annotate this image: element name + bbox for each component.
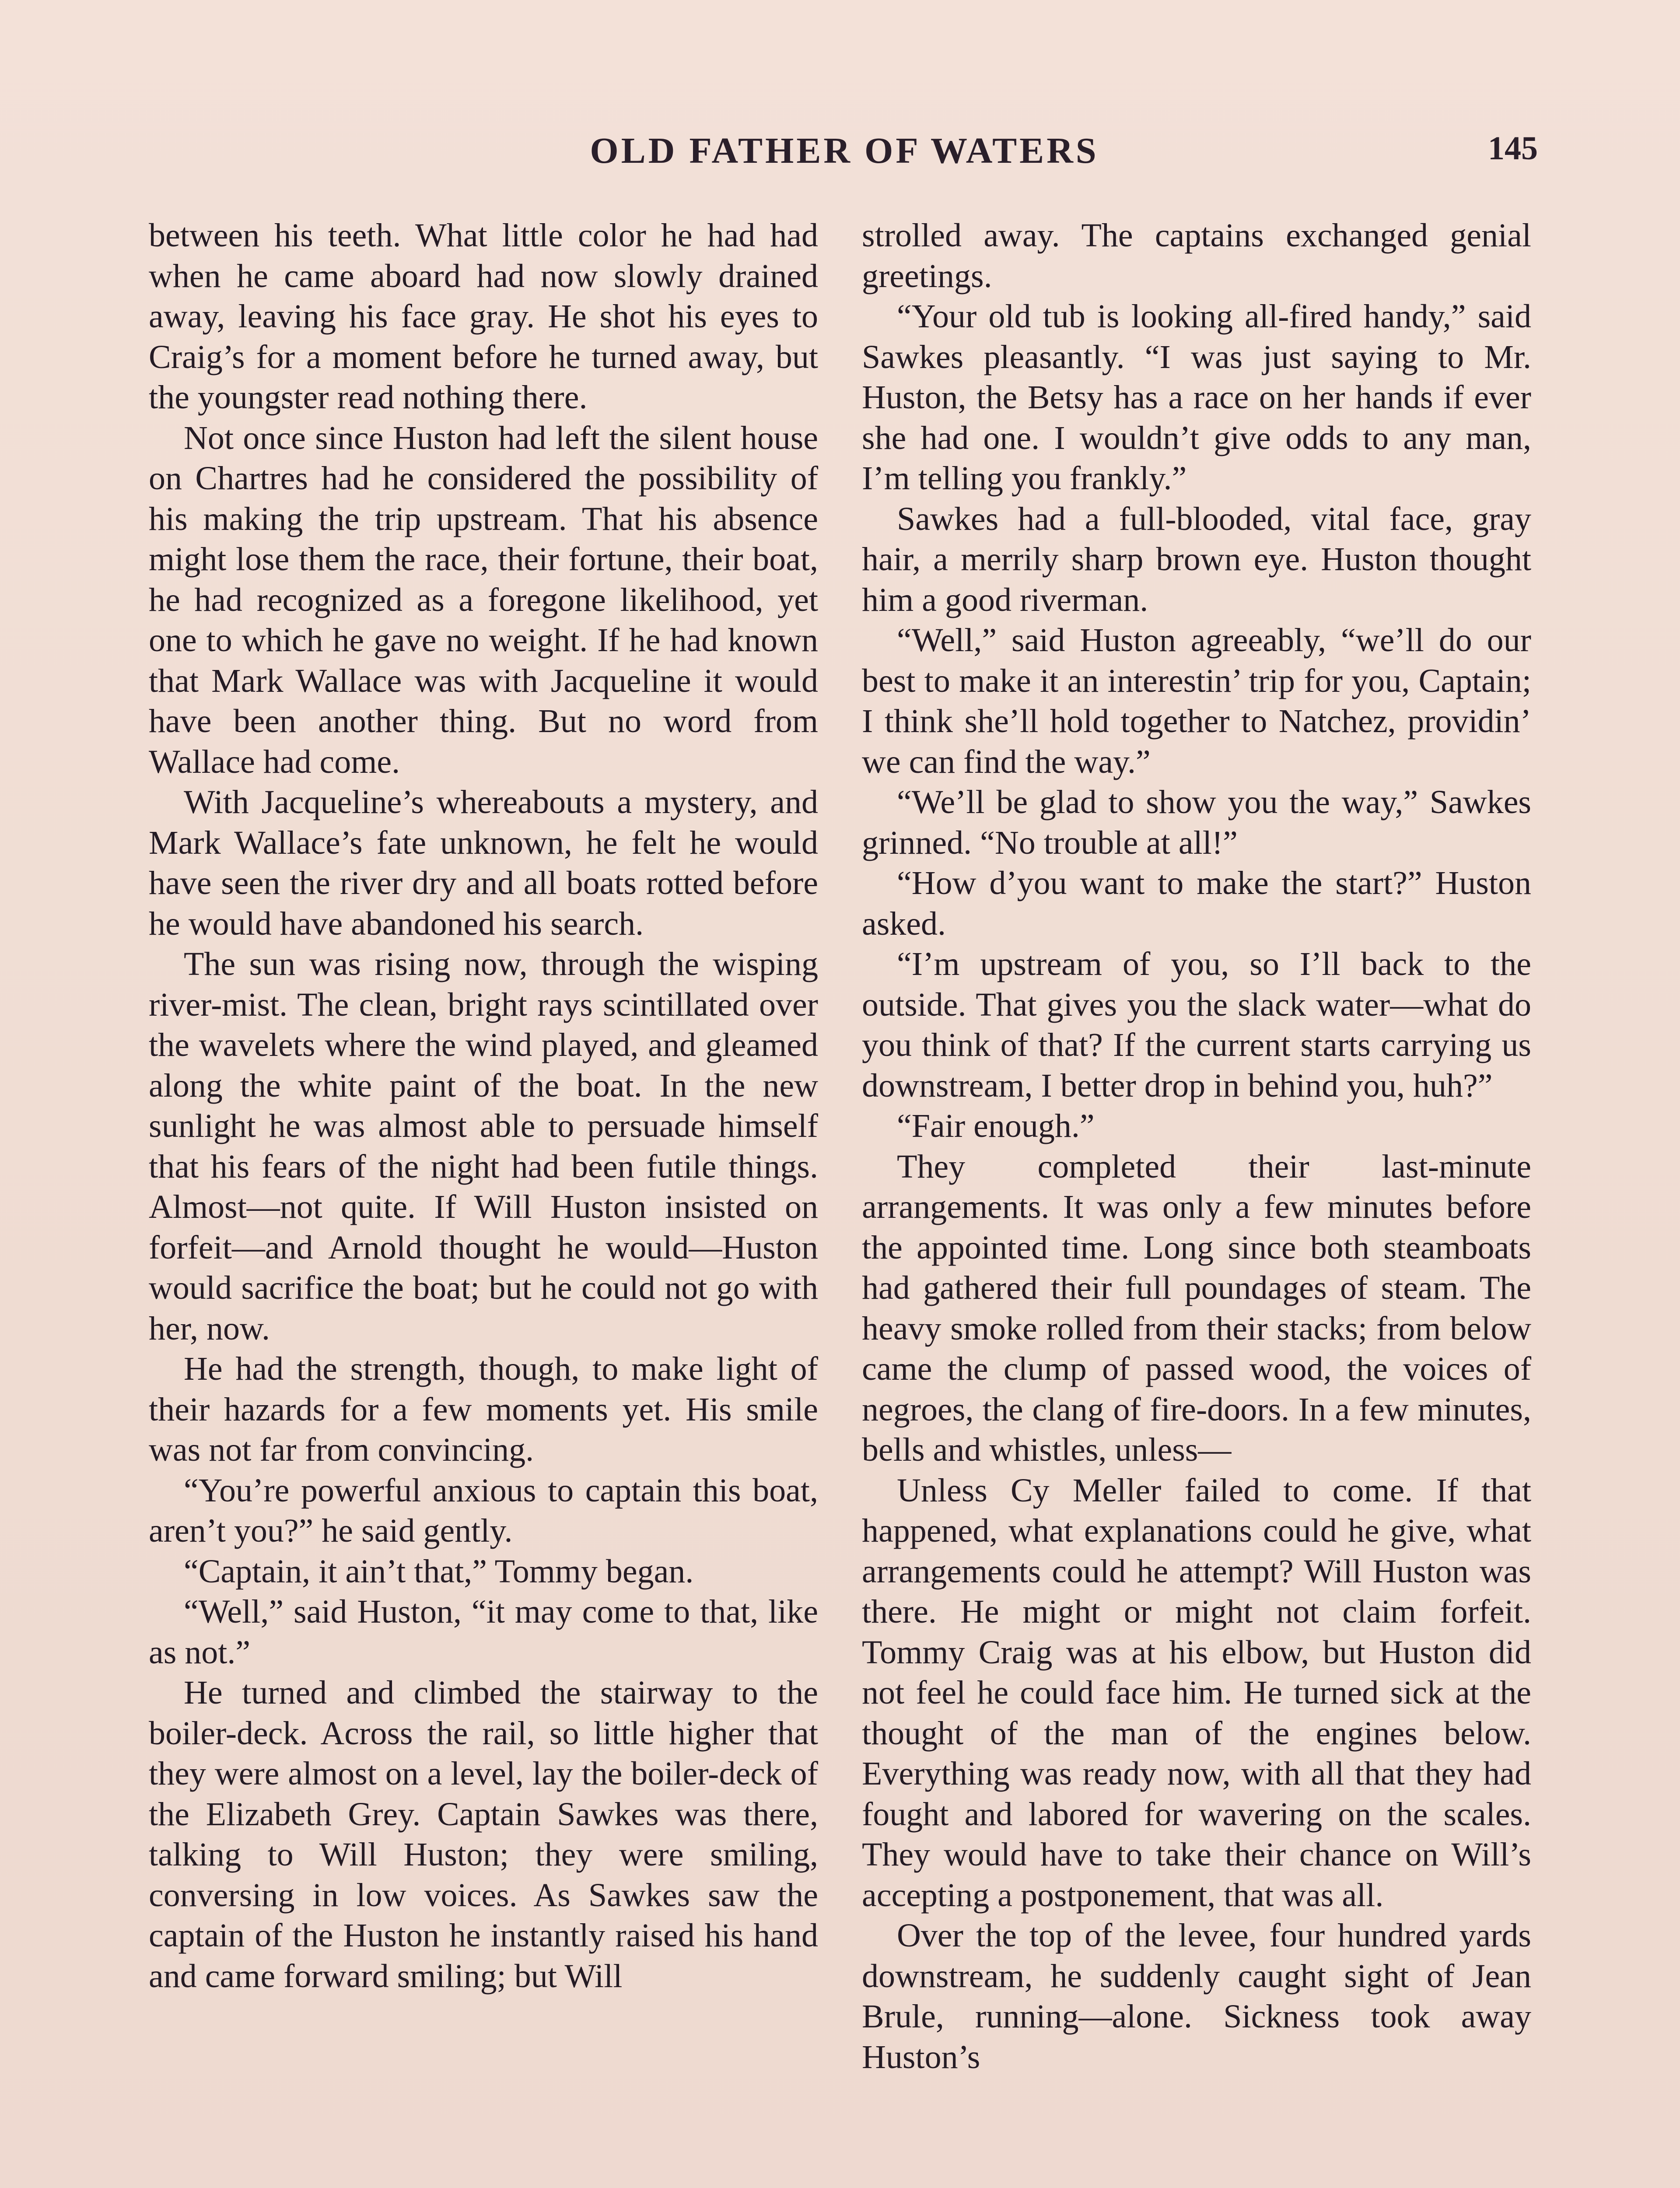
paragraph: With Jacqueline’s whereabouts a mystery, and Mark Wallace’s fate unknown, he felt he would have seen the river dry and all boats rotted before he would have abandoned his search.	[149, 784, 818, 942]
paragraph: “How d’you want to make the start?” Huston asked.	[862, 865, 1531, 942]
paragraph: “Fair enough.”	[897, 1108, 1095, 1144]
paragraph: strolled away. The captains exchanged genial greetings.	[862, 217, 1531, 295]
paragraph: “You’re powerful anxious to captain this boat, aren’t you?” he said gently.	[149, 1472, 818, 1549]
right-column	[862, 215, 1531, 2188]
text-columns	[149, 215, 1531, 2188]
paragraph: He turned and climbed the stairway to the boiler-deck. Across the rail, so little higher that they were almost on a level, lay the boiler-deck of the Elizabeth Grey. Captain Sawkes was there, talking to Will Huston; they were smiling, conversing in low voices. As Sawkes saw the captain of the Huston he instantly raised his hand and came forward smiling; but Will	[149, 1674, 818, 1995]
paragraph: “Well,” said Huston agreeably, “we’ll do our best to make it an interestin’ trip for you, Captain; I think she’ll hold together to Natchez, providin’ we can find the way.”	[862, 622, 1531, 780]
paragraph: Over the top of the levee, four hundred yards downstream, he suddenly caught sight of Jean Brule, running—alone. Sickness took away Huston’s	[862, 1917, 1531, 2076]
paragraph: “Your old tub is looking all-fired handy,” said Sawkes pleasantly. “I was just saying to Mr. Huston, the Betsy has a race on her hands if ever she had one. I wouldn’t give odds to any man, I’m telling you frankly.”	[862, 298, 1531, 497]
page-number: 145	[1488, 130, 1538, 167]
running-title: OLD FATHER OF WATERS	[590, 130, 1099, 171]
paragraph: The sun was rising now, through the wisping river-mist. The clean, bright rays scintillated over the wavelets where the wind played, and gleamed along the white paint of the boat. In the new sunlight he was almost able to persuade himself that his fears of the night had been futile things. Almost—not quite. If Will Huston insisted on forfeit—and Arnold thought he would—Huston would sacrifice the boat; but he could not go with her, now.	[149, 946, 818, 1347]
running-head	[151, 130, 1538, 178]
paragraph: “We’ll be glad to show you the way,” Sawkes grinned. “No trouble at all!”	[862, 784, 1531, 861]
paragraph: Not once since Huston had left the silent house on Chartres had he considered the possibility of his making the trip upstream. That his absence might lose them the race, their fortune, their boat, he had recognized as a foregone likelihood, yet one to which he gave no weight. If he had known that Mark Wallace was with Jacqueline it would have been another thing. But no word from Wallace had come.	[149, 419, 818, 780]
paragraph: “I’m upstream of you, so I’ll back to the outside. That gives you the slack water—what do you think of that? If the current starts carrying us downstream, I better drop in behind you, huh?”	[862, 946, 1531, 1104]
paragraph: They completed their last-minute arrangements. It was only a few minutes before the appointed time. Long since both steamboats had gathered their full poundages of steam. The heavy smoke rolled from their stacks; from below came the clump of passed wood, the voices of negroes, the clang of fire-doors. In a few minutes, bells and whistles, unless—	[862, 1148, 1531, 1468]
paragraph: Sawkes had a full-blooded, vital face, gray hair, a merrily sharp brown eye. Huston thought him a good riverman.	[862, 500, 1531, 618]
paragraph: “Well,” said Huston, “it may come to that, like as not.”	[149, 1593, 818, 1671]
left-column	[149, 215, 818, 2188]
paragraph: “Captain, it ain’t that,” Tommy began.	[184, 1553, 694, 1590]
paragraph: He had the strength, though, to make light of their hazards for a few moments yet. His smile was not far from convincing.	[149, 1350, 818, 1468]
paragraph: Unless Cy Meller failed to come. If that happened, what explanations could he give, what arrangements could he attempt? Will Huston was there. He might or might not claim forfeit. Tommy Craig was at his elbow, but Huston did not feel he could face him. He turned sick at the thought of the man of the engines below. Everything was ready now, with all that they had fought and labored for wavering on the scales. They would have to take their chance on Will’s accepting a postponement, that was all.	[862, 1472, 1531, 1914]
paragraph: between his teeth. What little color he had had when he came aboard had now slowly drained away, leaving his face gray. He shot his eyes to Craig’s for a moment before he turned away, but the youngster read nothing there.	[149, 217, 818, 416]
